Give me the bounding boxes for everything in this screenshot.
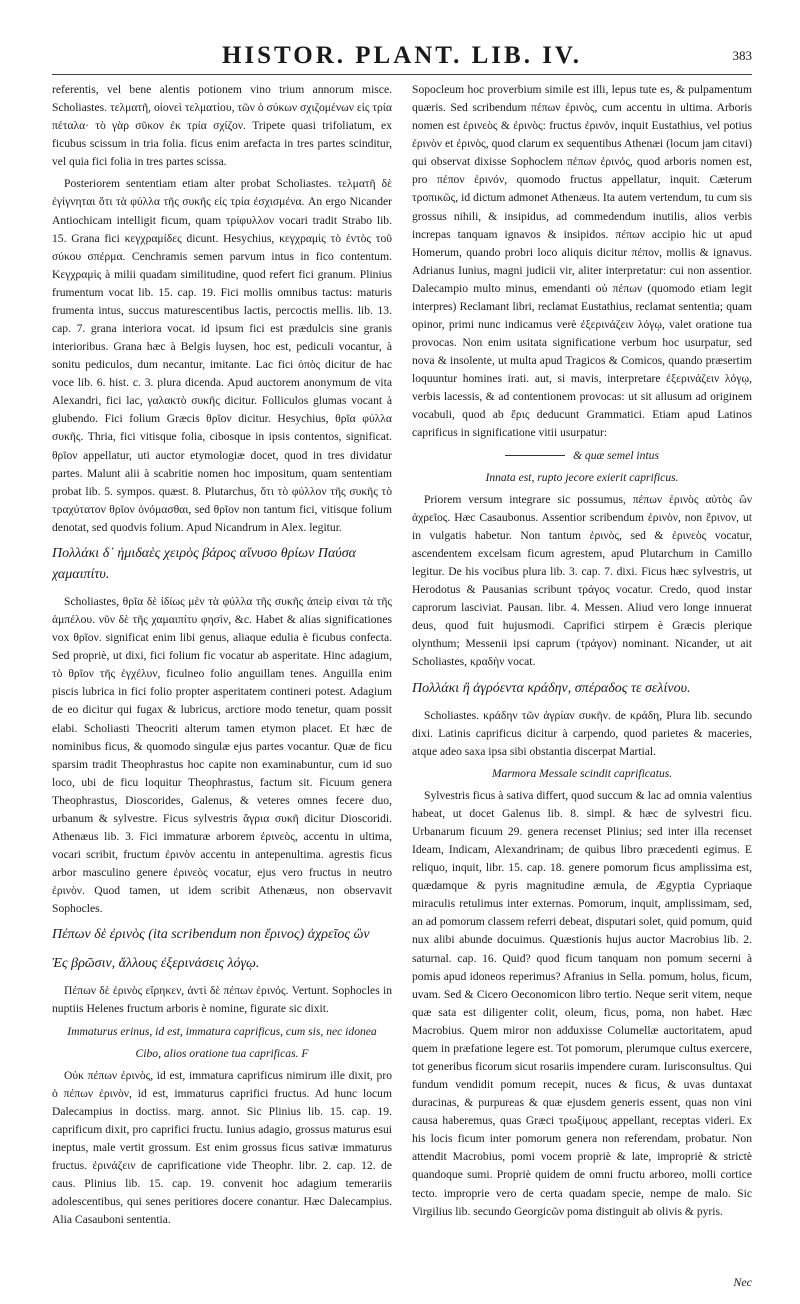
paragraph: Οὐκ πέπων ἐρινὸς, id est, immatura caprificus nimirum ille dixit, pro ὁ πέπων ἐρινὸν, id est, immaturus caprifici fructus. Ad hunc locum Dalecampius in doctiss. marg. annot. Sic Plinius lib. 15. cap. 19. caprificum dixit, pro caprifici fructu. Iunius adagio, grossus maturus esui ineptus, male vertit grossum. Est enim grossus ficus sativæ immaturus fructus. ἐρινάζειν de caprificatione vide Theophr. libr. 2. cap. 12. de caus. Plinius lib. 15. cap. 19. convenit hoc adagium temerariis adolescentibus, qui senes peritiores docere conantur. Hæc Dalecampius. Alia Casauboni sententia. xyxy=(52,1068,392,1227)
paragraph: Sopocleum hoc proverbium simile est illi, lepus tute es, & pulpamentum quæris. Sed scribendum πέπων ἐρινὸς, cum accentu in ultima. Arboris nomen est ἐρινεὸς & ἐρινὸς: fructus ἐρινόν, inquit Eustathius, vel potius ἐρινὸν et ἐρινὸς, quod clarum ex sequentibus Athenæi (locum jam citavi) qui observat dixisse Sophoclem πέπων ἐρινός, quod arboris nomen est, pro πέπον ἐρινόν, quomodo fructus appellatur, inquit. Cæterum τροπικῶς, id dictum admonet Athenæus. Ita autem vertendum, tu cum sis grossus nihili, & insipidus, ad commedendum inutilis, alios verbis increpas tanquam ignavos & insipidos. πέπων accipio hic ut apud Homerum, quando probri loco aliquis dicitur πέπον, mollis & ignavus. Adrianus Iunius, magni judicii vir, aliter interpretatur: cui non assentior. Dalecampio multo minus, emendanti οὐ πέπων (quomodo etiam legit interpres) Reclamant libri, reclamat Eustathius, reclamat sententia; quam opinor, primi nunc indicamus verè ἐξερινάζειν λόγῳ, valet oratione tua provocas. Non enim usitata significatione verbum hoc usurpatur, sed nova & insolente, ut multa apud Tragicos & Comicos, quando præsertim loquuntur homines irati. aut, si mavis, interpretare ἐξερινάζειν λόγῳ, verbis lacessis, & ad contentionem provocas: ut sit allusum ad originem vocabuli, quod ab ἔρις deducunt Grammatici. Etiam apud Latinos caprificus in significatione vitii usurpatur: xyxy=(412,83,752,440)
greek-verse: Πολλάκι ἢ ἀγρόεντα κράδην, σπέραδος τε σελίνου. xyxy=(412,680,691,696)
latin-verse: Marmora Messale scindit caprificatus. xyxy=(491,766,673,780)
verse-text: & quæ semel intus xyxy=(573,448,659,462)
dash-rule xyxy=(505,455,565,456)
catchword: Nec xyxy=(733,1275,752,1289)
running-title: HISTOR. PLANT. LIB. IV. xyxy=(221,42,583,69)
right-column xyxy=(412,81,752,1281)
running-head xyxy=(52,40,752,75)
latin-verse: Cibo, alios oratione tua caprificas. F xyxy=(135,1046,309,1060)
latin-verse xyxy=(412,447,752,465)
paragraph: Posteriorem sententiam etiam alter probat Scholiastes. τελματῆ δὲ ἐγίγνηται ὅτι τὰ φύλλα τῆς συκῆς εἰς τρία ἐσχισμένα. An ergo Nicander Antiochicam intelligit ficum, quam τρίφυλλον vocari tradit Strabo lib. 15. Grana fici κεγχραμίδες dicunt. Hesychius, κεγχραμὶς τὸ ἐντὸς τοῦ σύκου σπέρμα. Cenchramis semen parvum intus in fico contentum. Κεγχραμὶς à milii quadam similitudine, quod refert fici granum. Plinius frumentum vocat lib. 15. cap. 19. Fici mollis omnibus tactus: maturis frumenta intus, succus maturescentibus lactis, percoctis mellis. lib. 13. cap. 7. grana interiora vocat. id ipsum fici est prædulcis sine granis interioribus. Grana hæc à Belgis luysen, hoc est, pediculi vocantur, à sonitu pediculos, dum necantur, imitante. Lac fici ὀπὸς dicitur de hac voce lib. 6. hist. c. 3. plura dicenda. Apud auctorem anonymum de vita Alexandri, fici lac, γαλακτὸ συκῆς dicitur. Folliculos glumas vocant à glubendo. Fici folium Græcis θρῖον dicitur. Hesychius, θρῖα φύλλα συκῆς. Thria, fici vitisque folia, cibosque in ipsis contentos, significat. θρῖον appellatur, uti auctor etymologiæ docet, quod in tres dividatur partes. Malunt alii à scabritie nomen hoc impositum, quam sententiam probat lib. 5. sympos. quæst. 8. Plutarchus, ὅτι τὸ φύλλον τῆς συκῆς τὸ τραχύτατον θρῖον ὀνόμασθαι, sed θρῖον non tantum fici, vitisque folium denotat, sed quodvis folium. Apud Nicandrum in Alex. legitur. xyxy=(52,177,392,534)
paragraph: Πέπων δὲ ἐρινὸς εἴρηκεν, ἀντὶ δὲ πέπων ἐρινός. Vertunt. Sophocles in nuptiis Helenes fructum arboris è nomine, figurate sic dixit. xyxy=(52,984,392,1016)
greek-verse: Πέπων δὲ ἐρινὸς (ita scribendum non ἔρινος) ἀχρεῖος ὢν xyxy=(52,927,370,943)
latin-verse: Immaturus erinus, id est, immatura caprificus, cum sis, nec idonea xyxy=(67,1024,377,1038)
page-number: 383 xyxy=(732,48,752,63)
left-column xyxy=(52,81,392,1281)
greek-verse: Ἐς βρῶσιν, ἄλλους ἐξερινάσεις λόγῳ. xyxy=(52,956,260,972)
paragraph: Scholiastes, θρῖα δὲ ἰδίως μὲν τὰ φύλλα τῆς συκῆς ἀπεὶρ εἰναι τὰ τῆς ἀμπέλου. νῦν δὲ τῆς χαμαιπίτυ φησὶν, &c. Habet & alias significationes vox θρῖον. significat enim libi genus, aliaque edulia è ficubus confecta. Sed propriè, ut dixi, fici folium fic vocatur ab asperitate. Hinc adagium, τὸ θρῖον τῆς ἐγχέλυν, ficulneo folio anguillam tenes. Anguilla enim piscis lubrica in fici folio propter asperitatem contineri potest. Adagium de eo dicitur qui fugax & lubricus, arctiore modo tenetur, quam possit elabi. Scholiasti Theocriti alterum tamen etymon placet. Et hæc de nominibus ficus, & quomodo singulæ ejus partes vocantur. Quæ de ficu sparsim tradit Theophrastus hoc capite non examinabuntur, cum id suo loco, ubi de ficu loquitur Theophrastus, factum sit. Ficuum genera Theophrastus, Dioscorides, Galenus, & veteres omnes fecere duo, urbanum & sylvestre. Ficus sylvestris ἄγρια συκῆ dicitur Dioscoridi. Athenæus lib. 3. Fici immaturæ arborem ἐρινεὸς, accentu in ultima, vocari scribit, fructum ἐρινὸν accentu in antepenultima. agrestis ficus arbor masculino genere ἐρινεὸς vocatur, ejus vero fructus in neutro ἐρινὸν. Quod tamen, ut idem scribit Athenæus, non observavit Sophocles. xyxy=(52,594,392,916)
paragraph: referentis, vel bene alentis potionem vino trium annorum misce. Scholiastes. τελματῆ, οἱονεὶ τελματίου, τῶν ὁ σύκων σχιζομένων εἰς τρία πέταλα· τὸ γὰρ σῦκον ἐκ τρία σχίζον. Tripete quasi trifoliatum, ex ficubus scissum in tria folia. ficus enim arefacta in tres partes scinditur, vel quia fici folia in tres partes scissa. xyxy=(52,83,392,169)
paragraph: Sylvestris ficus à sativa differt, quod succum & lac ad omnia valentius habeat, ut docet Galenus lib. 8. simpl. & hæc de sylvestri ficu. Urbanarum ficuum 29. genera recenset Plinius; sed inter illa recenset Ideam, Indicam, Alexandrinam; de quibus libro præcedenti egimus. E reliquo, inquit, libr. 15. cap. 18. genere pomorum ficus amplissima est, quædamque & pyris magnitudine æmula, de Ægyptia Cypriaque miraculis retulimus inter externas. Pomorum, inquit, amplissimam, sed, an ad pomorum classem referri debeat, disputari solet, quid pomum, quid nux alibi abunde docuimus. Quæstionis hujus auctor Macrobius lib. 2. saturnal. cap. 16. Quid? quod ficum tanquam non pomum secerni à pomis apud idoneos reperimus? Afranius in Sella. pomum, holus, ficum, uvam. Sed & Cicero Oeconomicon libro tertio. Neque serit vitem, neque quæ sata est diligenter colit, oleum, ficus, poma, non habet. Hæc Macrobius. Quem miror non adduxisse Columellæ auctoritatem, apud quem in præfatione legere est. Tot pomorum, plerumque cultus exercere, tot generibus ficorum sicut rosariis impendere curam. Iurisconsultus. Qui fundum vendidit pomum recepit, nuces & ficus, & uvas duntaxat duracinas, & purpureas & quæ ejusdem generis essent, quas non vini causa haberemus, quas Græci τρωξίμους appellant, receptas videri. Ex his locis ficum inter pomorum genera non referendam, probatur. Non attendit Macrobius, pomi vocem propriè & late, impropriè & strictè quandoque sumi. Propriè quidem de omni fructu arboreo, molli cortice tecto. improprie vero de certa quadam specie, nempe de malo. Sic Virgilius lib. secundo Georgicῶν poma distinguit ab olivis & pyris. xyxy=(412,788,752,1218)
greek-verse: Πολλάκι δ᾽ ἠμιδαὲς χειρὸς βάρος αἴνυσο θρίων Παύσα χαμαιπίτυ. xyxy=(52,545,356,582)
paragraph: Scholiastes. κράδην τῶν ἀγρίαν συκῆν. de κράδη, Plura lib. secundo dixi. Latinis caprificus dicitur à carpendo, quod parietes & maceries, atque adeo saxa ipsa sibi obstantia discerpat Martial. xyxy=(412,708,752,758)
latin-verse: Innata est, rupto jecore exierit caprificus. xyxy=(485,470,679,484)
paragraph: Priorem versum integrare sic possumus, πέπων ἐρινὸς αὐτὸς ὢν ἀχρεῖος. Hæc Casaubonus. Assentior scribendum ἐρινὸν, non ἔρινον, ut in vulgatis habetur. Non tantum ἐρινὸς, sed & ἐρινεὸς vocatur, ascendentem excelsam ficum agrestem, apud Plutarchum in Camillo legitur. De his vocibus plura lib. 3. cap. 7. dixi. Ficus hæc sylvestris, ut Herodotus & Pausanias scribunt τράγος vocatur. Credo, quod instar caprorum lasciviat. Pausan. libr. 4. Messen. Aliud vero longe innuerat deus, quod fuit hujusmodi. Caprifici stirpem è Græcis plerique olynthum; Messenii ipsi caprum (τράγον) nominant. Nicander, ut ait Scholiastes, κραδὴν vocat. xyxy=(412,492,752,669)
text-columns xyxy=(52,81,752,1281)
